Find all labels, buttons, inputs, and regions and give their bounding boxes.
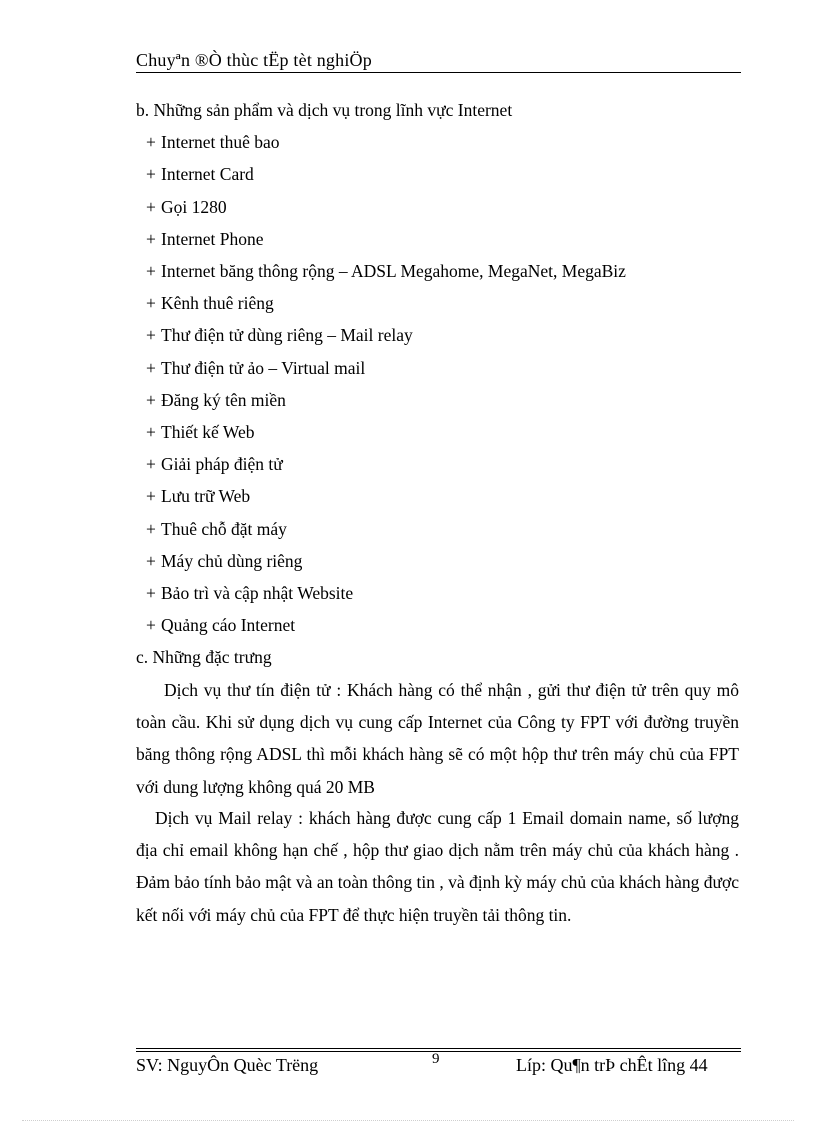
- list-item-label: Quảng cáo Internet: [161, 615, 296, 635]
- section-c-heading: c. Những đặc trưng: [136, 647, 272, 667]
- list-item-label: Máy chủ dùng riêng: [161, 551, 303, 571]
- list-item-label: Internet Phone: [161, 229, 264, 249]
- list-item-label: Giải pháp điện tử: [161, 454, 283, 474]
- list-item-label: Gọi 1280: [161, 197, 227, 217]
- footer-student-name: SV: NguyÔn Quèc Trëng: [136, 1055, 319, 1075]
- page-bottom-edge: [22, 1120, 794, 1121]
- header-divider: [136, 72, 741, 73]
- list-item: [146, 164, 254, 185]
- list-item: [146, 454, 283, 475]
- plus-bullet: +: [146, 583, 156, 603]
- list-item: [146, 519, 287, 540]
- list-item: [146, 293, 274, 314]
- list-item: [146, 390, 286, 411]
- section-b-heading: b. Những sản phẩm và dịch vụ trong lĩnh vực Internet: [136, 100, 513, 120]
- plus-bullet: +: [146, 261, 156, 281]
- list-item-label: Internet thuê bao: [161, 132, 280, 152]
- page-number: 9: [432, 1051, 440, 1067]
- list-item-label: Thư điện tử ảo – Virtual mail: [161, 358, 366, 378]
- plus-bullet: +: [146, 229, 156, 249]
- list-item: [146, 358, 365, 379]
- list-item: [146, 422, 255, 443]
- list-item-label: Kênh thuê riêng: [161, 293, 274, 313]
- list-item-label: Thư điện tử dùng riêng – Mail relay: [161, 325, 413, 345]
- plus-bullet: +: [146, 486, 156, 506]
- plus-bullet: +: [146, 358, 156, 378]
- list-item-label: Thuê chỗ đặt máy: [161, 519, 287, 539]
- plus-bullet: +: [146, 197, 156, 217]
- plus-bullet: +: [146, 164, 156, 184]
- list-item-label: Internet Card: [161, 164, 254, 184]
- list-item: [146, 261, 626, 282]
- list-item: [146, 486, 250, 507]
- list-item-label: Đăng ký tên miền: [161, 390, 286, 410]
- plus-bullet: +: [146, 132, 156, 152]
- list-item: [146, 197, 227, 218]
- list-item: [146, 615, 295, 636]
- footer-divider-thin: [136, 1048, 741, 1049]
- list-item: [146, 325, 413, 346]
- list-item-label: Internet băng thông rộng – ADSL Megahome, MegaNet, MegaBiz: [161, 261, 626, 281]
- footer-class-info: Líp: Qu¶n trÞ chÊt lîng 44: [516, 1055, 708, 1075]
- list-item: [146, 132, 280, 153]
- list-item: [146, 583, 353, 604]
- page-header-title: Chuyªn ®Ò thùc tËp tèt nghiÖp: [136, 50, 372, 70]
- paragraph-email-service: Dịch vụ thư tín điện tử : Khách hàng có thể nhận , gửi thư điện tử trên quy mô toàn cầu. Khi sử dụng dịch vụ cung cấp Internet của Công ty FPT với đường truyền băng thông rộng ADSL thì mỗi khách hàng sẽ có một hộp thư trên máy chủ của FPT với dung lượng không quá 20 MB: [136, 680, 739, 797]
- plus-bullet: +: [146, 293, 156, 313]
- plus-bullet: +: [146, 615, 156, 635]
- list-item-label: Thiết kế Web: [161, 422, 255, 442]
- plus-bullet: +: [146, 519, 156, 539]
- plus-bullet: +: [146, 390, 156, 410]
- plus-bullet: +: [146, 325, 156, 345]
- list-item-label: Lưu trữ Web: [161, 486, 251, 506]
- plus-bullet: +: [146, 454, 156, 474]
- list-item: [146, 551, 302, 572]
- list-item: [146, 229, 264, 250]
- paragraph-mail-relay: Dịch vụ Mail relay : khách hàng được cung cấp 1 Email domain name, số lượng địa chỉ email không hạn chế , hộp thư giao dịch nằm trên máy chủ của khách hàng . Đảm bảo tính bảo mật và an toàn thông tin , và định kỳ máy chủ của khách hàng được kết nối với máy chủ của FPT để thực hiện truyền tải thông tin.: [136, 808, 739, 925]
- list-item-label: Bảo trì và cập nhật Website: [161, 583, 354, 603]
- plus-bullet: +: [146, 422, 156, 442]
- plus-bullet: +: [146, 551, 156, 571]
